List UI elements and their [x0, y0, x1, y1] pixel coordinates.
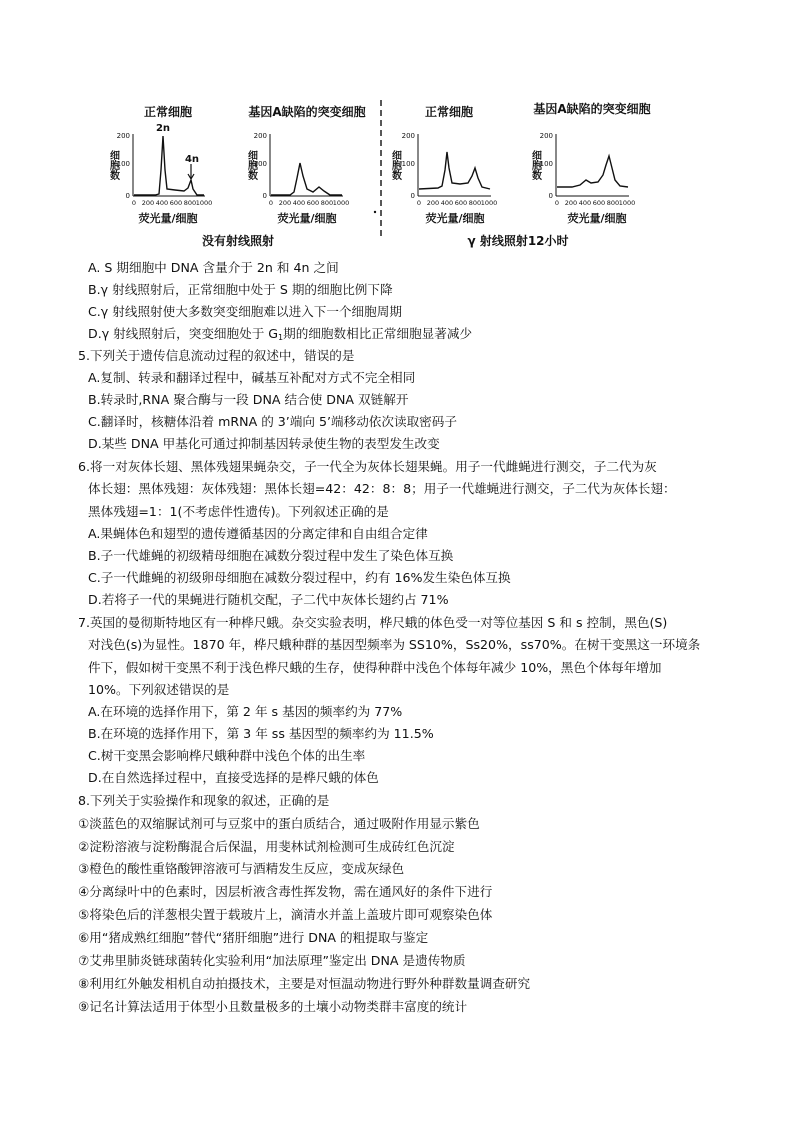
histogram-curve — [557, 156, 628, 187]
x-tick: 800 — [183, 199, 197, 207]
q4-option-d — [88, 325, 472, 347]
x-tick: 1000 — [195, 199, 213, 207]
x-tick: 600 — [306, 199, 320, 207]
y-axis-label: 细胞数 — [389, 150, 401, 180]
y-tick: 100 — [253, 160, 267, 168]
x-axis-label: 荧光量/细胞 — [567, 212, 627, 225]
q8-item-4: ④分离绿叶中的色素时，因层析液含毒性挥发物，需在通风好的条件下进行 — [78, 884, 493, 899]
y-tick: 0 — [548, 192, 553, 200]
x-tick: 0 — [131, 199, 137, 207]
x-tick: 1000 — [618, 199, 636, 207]
y-axis-label: 细胞数 — [107, 150, 119, 180]
histogram-curve — [134, 136, 204, 195]
panel-title: 正常细胞 — [424, 105, 474, 119]
q6-option-c: C.子一代雌蝇的初级卵母细胞在减数分裂过程中，约有 16%发生染色体互换 — [88, 570, 511, 585]
panel-mutant-no-radiation — [246, 104, 366, 225]
peak-label-2n: 2n — [155, 123, 171, 134]
x-axis-label: 荧光量/细胞 — [425, 212, 485, 225]
x-tick: 400 — [578, 199, 592, 207]
panel-normal-radiation — [390, 104, 498, 225]
q7-stem-line1: 7.英国的曼彻斯特地区有一种桦尺蛾。杂交实验表明，桦尺蛾的体色受一对等位基因 S 和 s 控制，黑色(S) — [78, 615, 668, 630]
q6-option-b: B.子一代雄蝇的初级精母细胞在减数分裂过程中发生了染色体互换 — [88, 548, 454, 563]
x-axis-label: 荧光量/细胞 — [277, 212, 337, 225]
panel-title: 基因A缺陷的突变细胞 — [533, 102, 651, 116]
q7-option-b: B.在环境的选择作用下，第 3 年 ss 基因型的频率约为 11.5% — [88, 726, 434, 741]
x-tick: 1000 — [480, 199, 498, 207]
y-axis-label: 细胞数 — [529, 150, 541, 180]
x-tick: 800 — [606, 199, 620, 207]
panel-mutant-radiation — [530, 101, 651, 225]
q8-item-2: ②淀粉溶液与淀粉酶混合后保温，用斐林试剂检测可生成砖红色沉淀 — [78, 839, 455, 854]
q8-item-8: ⑧利用红外触发相机自动拍摄技术，主要是对恒温动物进行野外种群数量调查研究 — [78, 976, 531, 991]
x-tick: 200 — [564, 199, 578, 207]
histogram-curve — [271, 163, 342, 195]
panel-title: 正常细胞 — [143, 105, 193, 119]
q7-stem-line4: 10%。下列叙述错误的是 — [88, 682, 230, 697]
y-tick: 0 — [410, 192, 415, 200]
dot-mark — [374, 211, 376, 213]
x-tick: 0 — [554, 199, 560, 207]
q8-stem: 8.下列关于实验操作和现象的叙述，正确的是 — [78, 793, 330, 808]
q6-stem-line1: 6.将一对灰体长翅、黑体残翅果蝇杂交，子一代全为灰体长翅果蝇。用子一代雌蝇进行测交，子二代为灰 — [78, 459, 657, 474]
histogram-curve — [419, 152, 490, 189]
flow-cytometry-figure — [0, 0, 794, 250]
q4-option-d-part1: D.γ 射线照射后，突变细胞处于 G — [88, 326, 279, 341]
q5-option-b: B.转录时,RNA 聚合酶与一段 DNA 结合使 DNA 双链解开 — [88, 392, 409, 407]
y-tick: 100 — [401, 160, 415, 168]
q4-option-b: B.γ 射线照射后，正常细胞中处于 S 期的细胞比例下降 — [88, 282, 393, 297]
q5-stem: 5.下列关于遗传信息流动过程的叙述中，错误的是 — [78, 348, 355, 363]
q8-item-9: ⑨记名计算法适用于体型小且数量极多的土壤小动物类群丰富度的统计 — [78, 999, 468, 1014]
peak-label-4n: 4n — [184, 154, 200, 165]
y-tick: 200 — [116, 132, 130, 140]
x-tick: 400 — [292, 199, 306, 207]
x-tick: 1000 — [332, 199, 350, 207]
q5-option-a: A.复制、转录和翻译过程中，碱基互补配对方式不完全相同 — [88, 370, 416, 385]
x-tick: 200 — [141, 199, 155, 207]
x-tick: 400 — [155, 199, 169, 207]
q6-option-a: A.果蝇体色和翅型的遗传遵循基因的分离定律和自由组合定律 — [88, 526, 428, 541]
x-tick: 400 — [440, 199, 454, 207]
x-tick: 800 — [468, 199, 482, 207]
q8-item-3: ③橙色的酸性重铬酸钾溶液可与酒精发生反应，变成灰绿色 — [78, 861, 405, 876]
x-tick: 600 — [592, 199, 606, 207]
q6-stem-line2: 体长翅：黑体残翅：灰体残翅：黑体长翅=42：42：8：8；用子一代雄蝇进行测交，子二代为灰体长翅： — [88, 481, 676, 496]
q6-stem-line3: 黑体残翅=1：1(不考虑伴性遗传)。下列叙述正确的是 — [88, 504, 389, 519]
x-tick: 200 — [278, 199, 292, 207]
group-label-radiation: γ 射线照射12小时 — [467, 234, 569, 248]
q6-option-d: D.若将子一代的果蝇进行随机交配，子二代中灰体长翅约占 71% — [88, 592, 449, 607]
y-tick: 100 — [116, 160, 130, 168]
q7-option-c: C.树干变黑会影响桦尺蛾种群中浅色个体的出生率 — [88, 748, 366, 763]
subscript-1: 1 — [278, 333, 284, 342]
y-axis-label: 细胞数 — [245, 150, 257, 180]
y-tick: 100 — [539, 160, 553, 168]
x-tick: 200 — [426, 199, 440, 207]
x-tick: 800 — [320, 199, 334, 207]
x-axis-label: 荧光量/细胞 — [138, 212, 198, 225]
q8-item-1: ①淡蓝色的双缩脲试剂可与豆浆中的蛋白质结合，通过吸附作用显示紫色 — [78, 816, 480, 831]
panel-normal-no-radiation — [108, 104, 213, 225]
y-tick: 200 — [253, 132, 267, 140]
q7-stem-line2: 对浅色(s)为显性。1870 年，桦尺蛾种群的基因型频率为 SS10%，Ss20%，ss70%。在树干变黑这一环境条 — [88, 637, 701, 652]
q8-item-6: ⑥用“猪成熟红细胞”替代“猪肝细胞”进行 DNA 的粗提取与鉴定 — [78, 930, 429, 945]
q5-option-c: C.翻译时，核糖体沿着 mRNA 的 3’端向 5’端移动依次读取密码子 — [88, 414, 457, 429]
y-tick: 200 — [539, 132, 553, 140]
q7-option-a: A.在环境的选择作用下，第 2 年 s 基因的频率约为 77% — [88, 704, 403, 719]
q7-stem-line3: 件下，假如树干变黑不利于浅色桦尺蛾的生存，使得种群中浅色个体每年减少 10%，黑色个体每年增加 — [88, 660, 662, 675]
q4-option-a: A. S 期细胞中 DNA 含量介于 2n 和 4n 之间 — [88, 260, 339, 275]
q8-item-7: ⑦艾弗里肺炎链球菌转化实验利用“加法原理”鉴定出 DNA 是遗传物质 — [78, 953, 466, 968]
y-tick: 0 — [262, 192, 267, 200]
q8-item-5: ⑤将染色后的洋葱根尖置于载玻片上，滴清水并盖上盖玻片即可观察染色体 — [78, 907, 493, 922]
x-tick: 600 — [454, 199, 468, 207]
x-tick: 0 — [268, 199, 274, 207]
panel-title: 基因A缺陷的突变细胞 — [248, 105, 366, 119]
q4-option-c: C.γ 射线照射使大多数突变细胞难以进入下一个细胞周期 — [88, 304, 402, 319]
x-tick: 0 — [416, 199, 422, 207]
group-label-no-radiation: 没有射线照射 — [201, 234, 275, 248]
q4-option-d-part2: 期的细胞数相比正常细胞显著减少 — [283, 326, 473, 341]
y-tick: 0 — [125, 192, 130, 200]
q5-option-d: D.某些 DNA 甲基化可通过抑制基因转录使生物的表型发生改变 — [88, 436, 440, 451]
q7-option-d: D.在自然选择过程中，直接受选择的是桦尺蛾的体色 — [88, 770, 379, 785]
x-tick: 600 — [169, 199, 183, 207]
y-tick: 200 — [401, 132, 415, 140]
